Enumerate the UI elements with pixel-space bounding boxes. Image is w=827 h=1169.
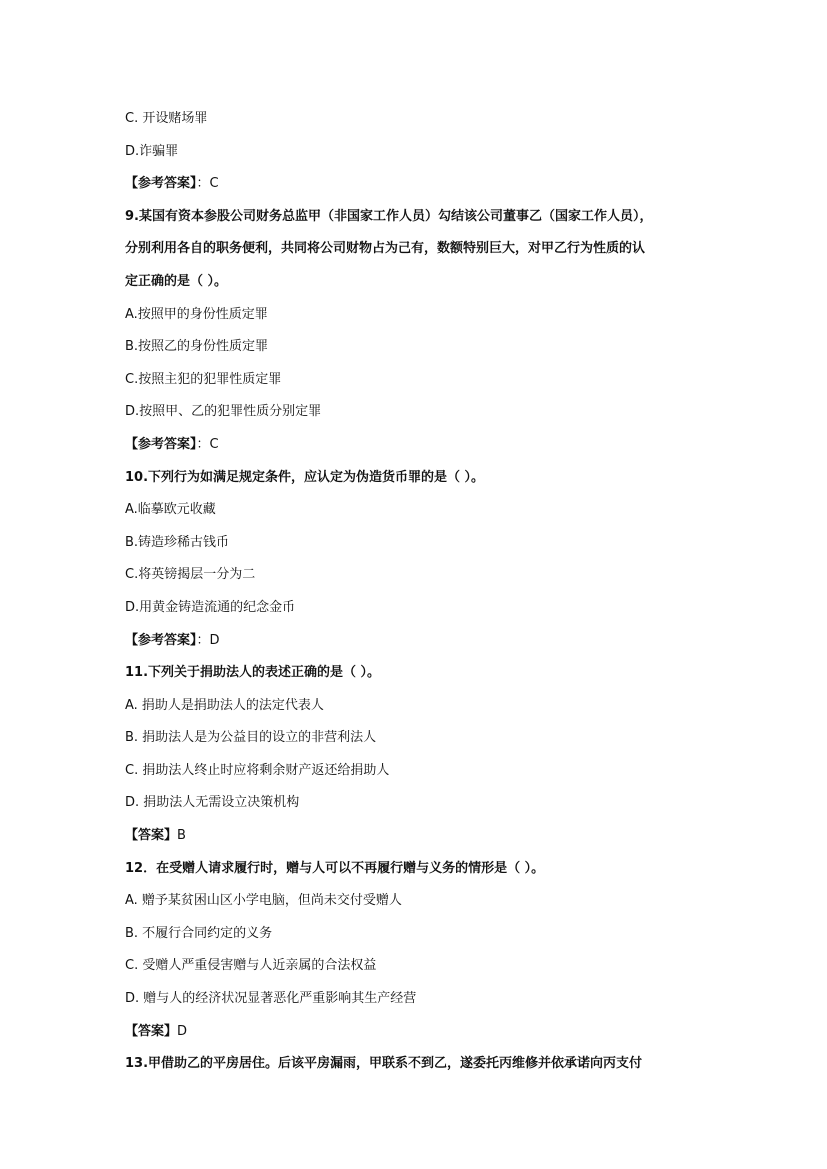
question-9 [125, 201, 715, 462]
answer-label: 【答案】 [125, 1023, 178, 1039]
option-b: B. 不履行合同约定的义务 [125, 925, 273, 941]
option-a: A. 捐助人是捐助法人的法定代表人 [125, 697, 324, 713]
option-d: D.用黄金铸造流通的纪念金币 [125, 599, 296, 615]
answer-value: ：C [196, 436, 219, 452]
question-12 [125, 853, 715, 1049]
question-10 [125, 462, 715, 658]
answer-value: ：C [196, 176, 219, 192]
option-b: B.按照乙的身份性质定罪 [125, 339, 269, 355]
question-13 [125, 1048, 715, 1081]
question-11 [125, 657, 715, 853]
option-d: D.按照甲、乙的犯罪性质分别定罪 [125, 404, 322, 420]
option-b: B.铸造珍稀古钱币 [125, 534, 230, 550]
answer-label: 【参考答案】 [125, 436, 197, 452]
option-a: A. 赠予某贫困山区小学电脑，但尚未交付受赠人 [125, 893, 402, 909]
answer-label: 【参考答案】 [125, 176, 197, 192]
document-page [125, 103, 715, 1081]
question-stem-line: 13.甲借助乙的平房居住。后该平房漏雨，甲联系不到乙，遂委托丙维修并依承诺向丙支付 [125, 1056, 643, 1072]
option-c: C. 开设赌场罪 [125, 111, 208, 126]
question-stem-line: 10.下列行为如满足规定条件，应认定为伪造货币罪的是（ ）。 [125, 469, 485, 485]
option-d: D. 赠与人的经济状况显著恶化严重影响其生产经营 [125, 991, 417, 1007]
option-b: B. 捐助法人是为公益目的设立的非营利法人 [125, 730, 377, 746]
question-stem-line: 11.下列关于捐助法人的表述正确的是（ ）。 [125, 665, 381, 681]
answer-line [125, 168, 715, 201]
option-c: C.按照主犯的犯罪性质定罪 [125, 371, 282, 387]
option-d: D. 捐助法人无需设立决策机构 [125, 795, 300, 811]
answer-line [125, 1016, 715, 1049]
question-stem-line: 12．在受赠人请求履行时，赠与人可以不再履行赠与义务的情形是（ ）。 [125, 860, 545, 876]
answer-line [125, 820, 715, 853]
option-c: C. 捐助法人终止时应将剩余财产返还给捐助人 [125, 762, 390, 778]
option-c: C. 受赠人严重侵害赠与人近亲属的合法权益 [125, 958, 377, 974]
answer-value: D [177, 1023, 188, 1039]
question-stem-line: 分别利用各自的职务便利，共同将公司财物占为己有，数额特别巨大，对甲乙行为性质的认 [125, 241, 646, 257]
answer-value: ：D [196, 632, 220, 648]
option-a: A.按照甲的身份性质定罪 [125, 306, 268, 322]
option-c: C.将英镑揭层一分为二 [125, 567, 256, 583]
question-stem-line: 9.某国有资本参股公司财务总监甲（非国家工作人员）勾结该公司董事乙（国家工作人员）， [125, 208, 653, 224]
option-d: D.诈骗罪 [125, 143, 179, 159]
answer-label: 【答案】 [125, 828, 178, 844]
answer-value: B [177, 828, 186, 844]
answer-label: 【参考答案】 [125, 632, 197, 648]
option-a: A.临摹欧元收藏 [125, 502, 216, 518]
prev-question-block [125, 103, 715, 201]
answer-line [125, 625, 715, 658]
answer-line [125, 429, 715, 462]
question-stem-line: 定正确的是（ ）。 [125, 273, 228, 289]
